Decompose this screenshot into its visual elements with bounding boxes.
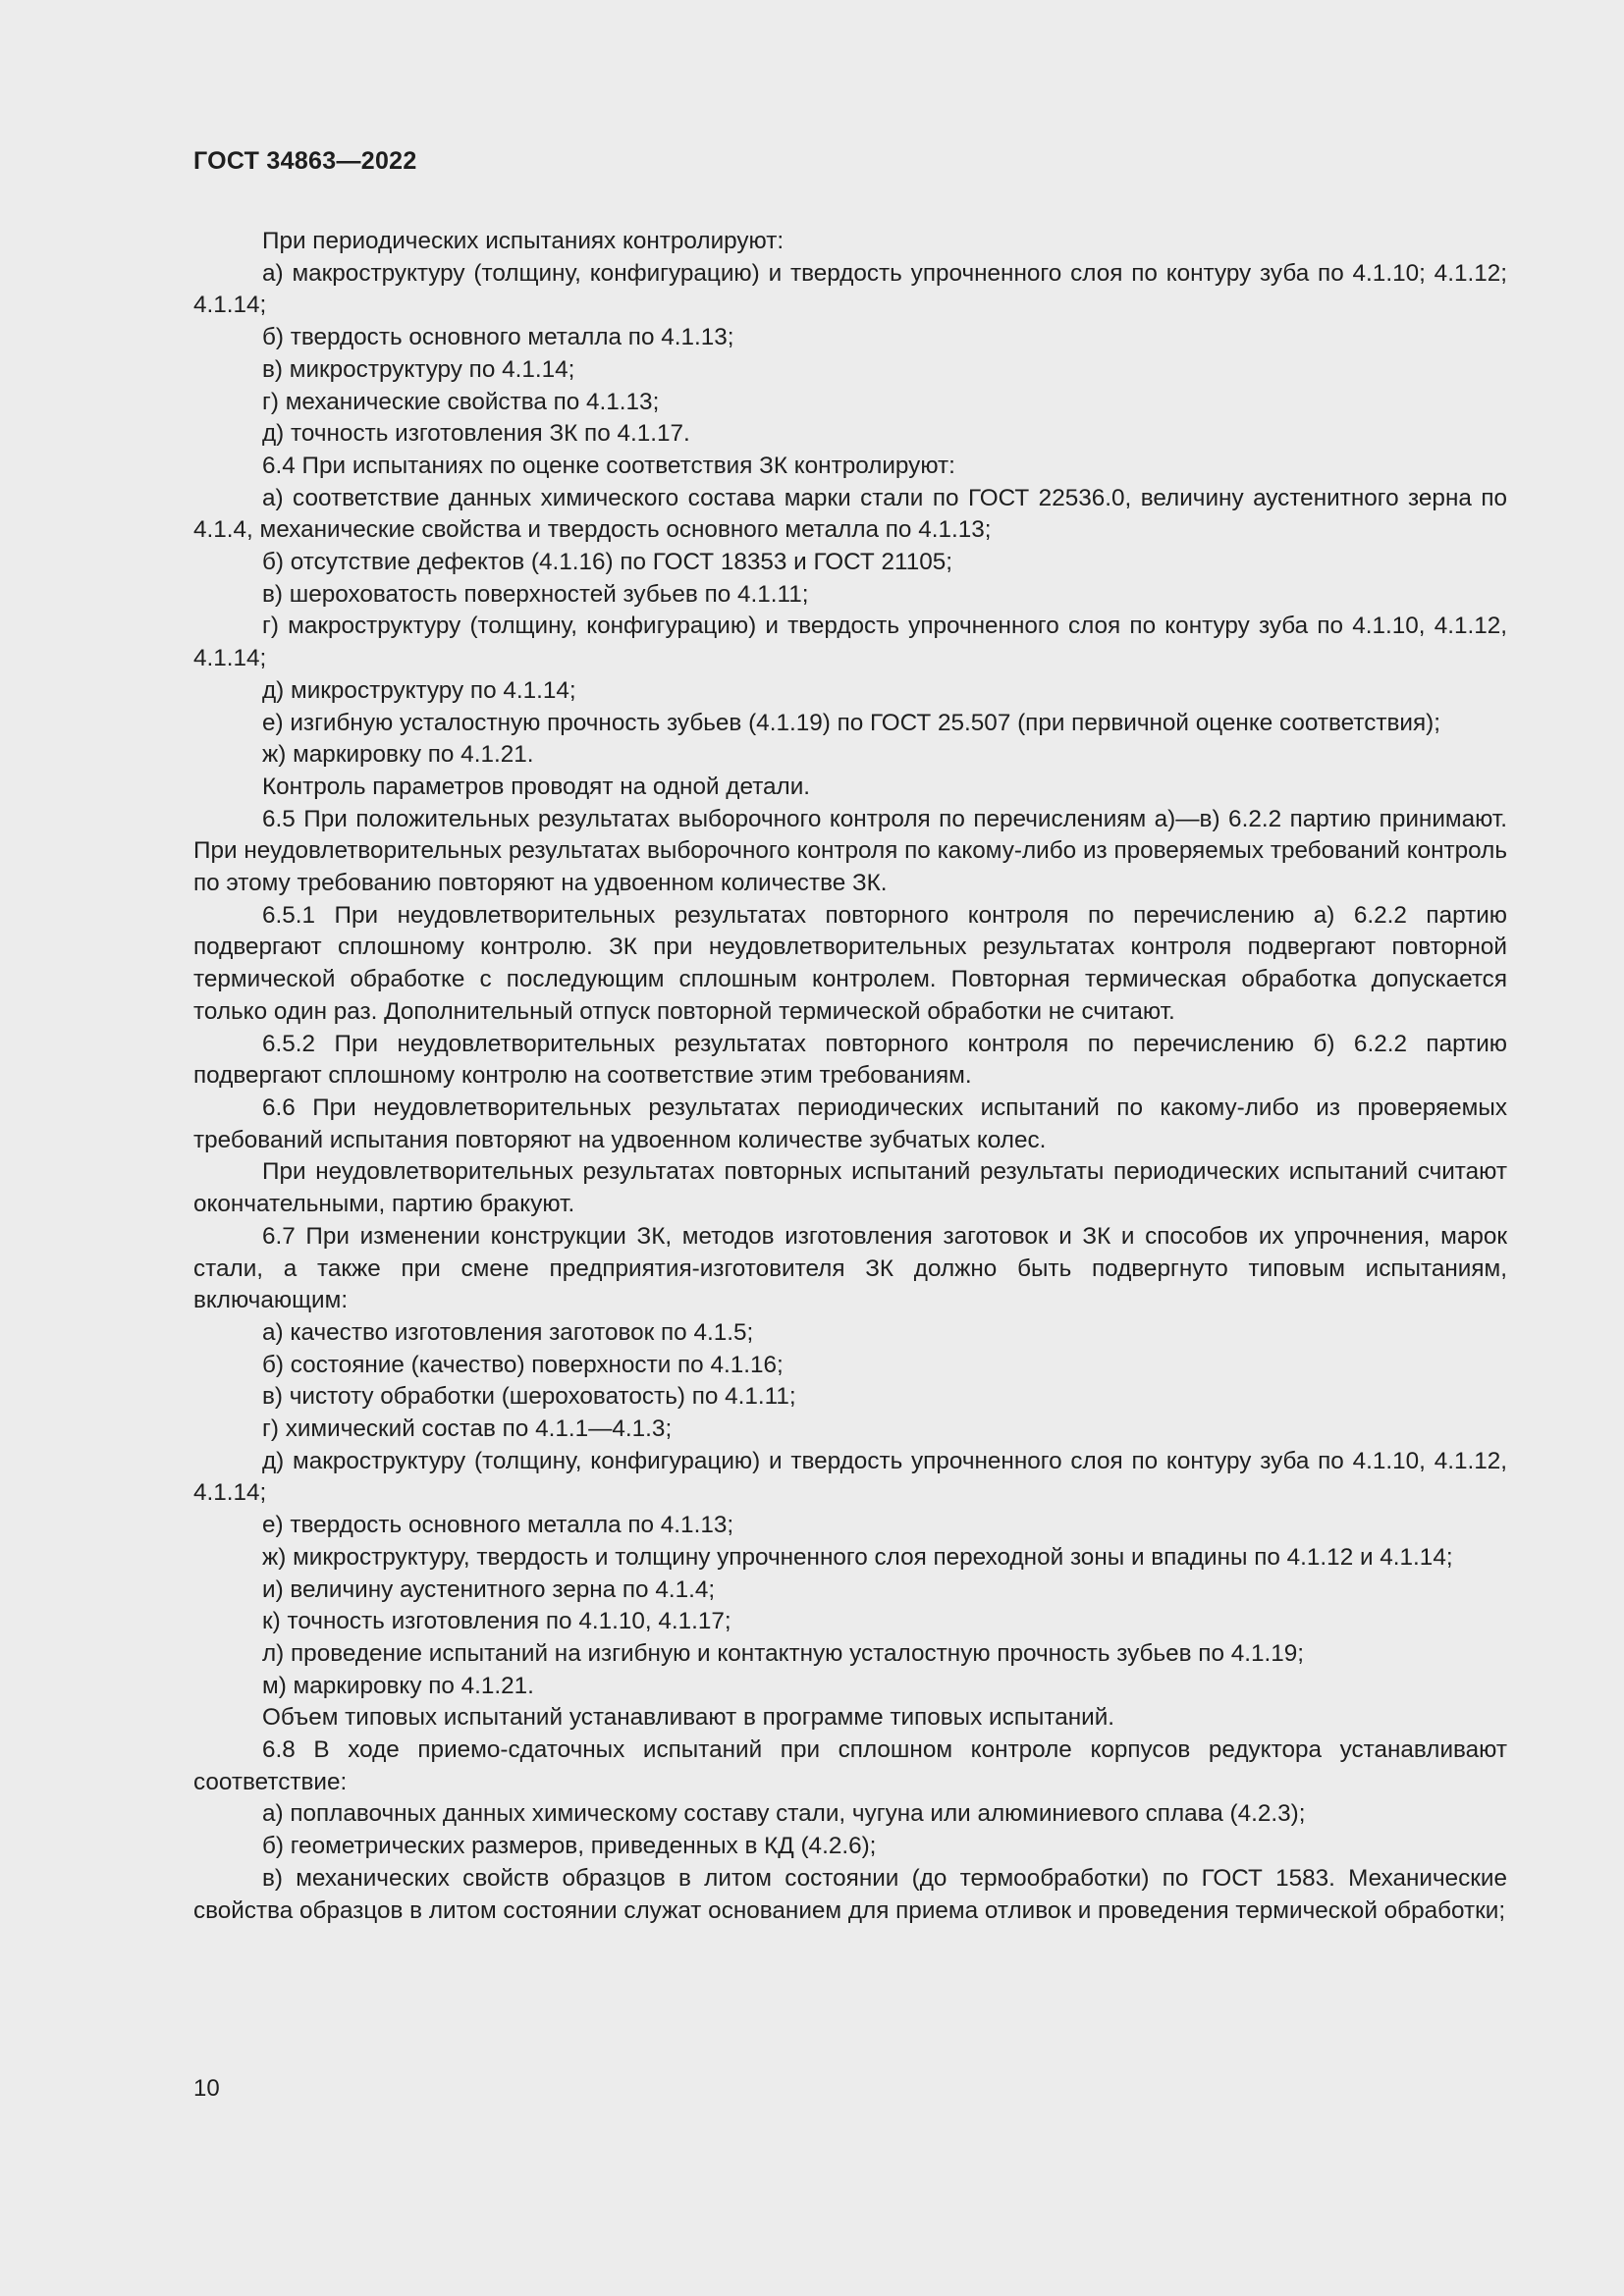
list-item: м) маркировку по 4.1.21.	[262, 1672, 534, 1699]
list-item: к) точность изготовления по 4.1.10, 4.1.17;	[262, 1608, 731, 1635]
list-item: е) твердость основного металла по 4.1.13;	[262, 1512, 734, 1539]
list-item: г) механические свойства по 4.1.13;	[262, 388, 660, 415]
paragraph: При периодических испытаниях контролируют:	[262, 228, 785, 254]
section-paragraph: 6.5 При положительных результатах выборочного контроля по перечислениям а)—в) 6.2.2 партию принимают. При неудовлетворительных результатах выборочного контроля по какому-либо из проверяемых требований контроль по этому требованию повторяют на удвоенном количестве ЗК.	[193, 805, 1507, 897]
list-item: ж) микроструктуру, твердость и толщину упрочненного слоя переходной зоны и впадины по 4.1.12 и 4.1.14;	[262, 1543, 1453, 1571]
list-item: г) химический состав по 4.1.1—4.1.3;	[262, 1415, 673, 1443]
paragraph: Контроль параметров проводят на одной детали.	[262, 773, 811, 800]
list-item: а) поплавочных данных химическому составу стали, чугуна или алюминиевого сплава (4.2.3);	[262, 1800, 1306, 1828]
list-item: л) проведение испытаний на изгибную и контактную усталостную прочность зубьев по 4.1.19;	[262, 1639, 1305, 1667]
section-paragraph: 6.6 При неудовлетворительных результатах периодических испытаний по какому-либо из проверяемых требований испытания повторяют на удвоенном количестве зубчатых колес.	[193, 1094, 1507, 1153]
list-item: а) качество изготовления заготовок по 4.1.5;	[262, 1318, 754, 1346]
list-item: а) макроструктуру (толщину, конфигурацию) и твердость упрочненного слоя по контуру зуба по 4.1.10; 4.1.12; 4.1.14;	[193, 259, 1507, 319]
document-header: ГОСТ 34863—2022	[193, 147, 417, 175]
paragraph: Объем типовых испытаний устанавливают в программе типовых испытаний.	[262, 1704, 1115, 1732]
list-item: д) макроструктуру (толщину, конфигурацию) и твердость упрочненного слоя по контуру зуба по 4.1.10, 4.1.12, 4.1.14;	[193, 1447, 1507, 1507]
list-item: б) отсутствие дефектов (4.1.16) по ГОСТ 18353 и ГОСТ 21105;	[262, 549, 952, 576]
list-item: в) микроструктуру по 4.1.14;	[262, 355, 575, 383]
list-item: в) шероховатость поверхностей зубьев по 4.1.11;	[262, 580, 809, 608]
page-number: 10	[193, 2075, 220, 2102]
paragraph: При неудовлетворительных результатах повторных испытаний результаты периодических испытаний считают окончательными, партию бракуют.	[193, 1158, 1507, 1218]
list-item: д) точность изготовления ЗК по 4.1.17.	[262, 420, 690, 448]
document-body	[193, 226, 1507, 1927]
list-item: в) чистоту обработки (шероховатость) по 4.1.11;	[262, 1383, 796, 1411]
list-item: д) микроструктуру по 4.1.14;	[262, 676, 576, 704]
list-item: в) механических свойств образцов в литом состоянии (до термообработки) по ГОСТ 1583. Механические свойства образцов в литом состоянии служат основанием для приема отливок и проведения термической обработки;	[193, 1864, 1507, 1924]
list-item: ж) маркировку по 4.1.21.	[262, 741, 534, 769]
section-paragraph: 6.5.2 При неудовлетворительных результатах повторного контроля по перечислению б) 6.2.2 партию подвергают сплошному контролю на соответствие этим требованиям.	[193, 1030, 1507, 1090]
list-item: и) величину аустенитного зерна по 4.1.4;	[262, 1575, 716, 1603]
section-paragraph: 6.5.1 При неудовлетворительных результатах повторного контроля по перечислению а) 6.2.2 партию подвергают сплошному контролю. ЗК при неудовлетворительных результатах контроля подвергают повторной термической обработке с последующим сплошным контролем. Повторная термическая обработка допускается только один раз. Дополнительный отпуск повторной термической обработки не считают.	[193, 901, 1507, 1025]
list-item: б) геометрических размеров, приведенных в КД (4.2.6);	[262, 1833, 877, 1860]
section-paragraph: 6.4 При испытаниях по оценке соответствия ЗК контролируют:	[262, 452, 955, 479]
section-paragraph: 6.8 В ходе приемо-сдаточных испытаний при сплошном контроле корпусов редуктора устанавливают соответствие:	[193, 1736, 1507, 1795]
list-item: а) соответствие данных химического состава марки стали по ГОСТ 22536.0, величину аустенитного зерна по 4.1.4, механические свойства и твердость основного металла по 4.1.13;	[193, 484, 1507, 544]
section-paragraph: 6.7 При изменении конструкции ЗК, методов изготовления заготовок и ЗК и способов их упрочнения, марок стали, а также при смене предприятия-изготовителя ЗК должно быть подвергнуто типовым испытаниям, включающим:	[193, 1222, 1507, 1314]
list-item: б) твердость основного металла по 4.1.13;	[262, 324, 734, 351]
list-item: е) изгибную усталостную прочность зубьев (4.1.19) по ГОСТ 25.507 (при первичной оценке соответствия);	[262, 709, 1440, 736]
list-item: б) состояние (качество) поверхности по 4.1.16;	[262, 1351, 784, 1378]
list-item: г) макроструктуру (толщину, конфигурацию) и твердость упрочненного слоя по контуру зуба по 4.1.10, 4.1.12, 4.1.14;	[193, 613, 1507, 672]
